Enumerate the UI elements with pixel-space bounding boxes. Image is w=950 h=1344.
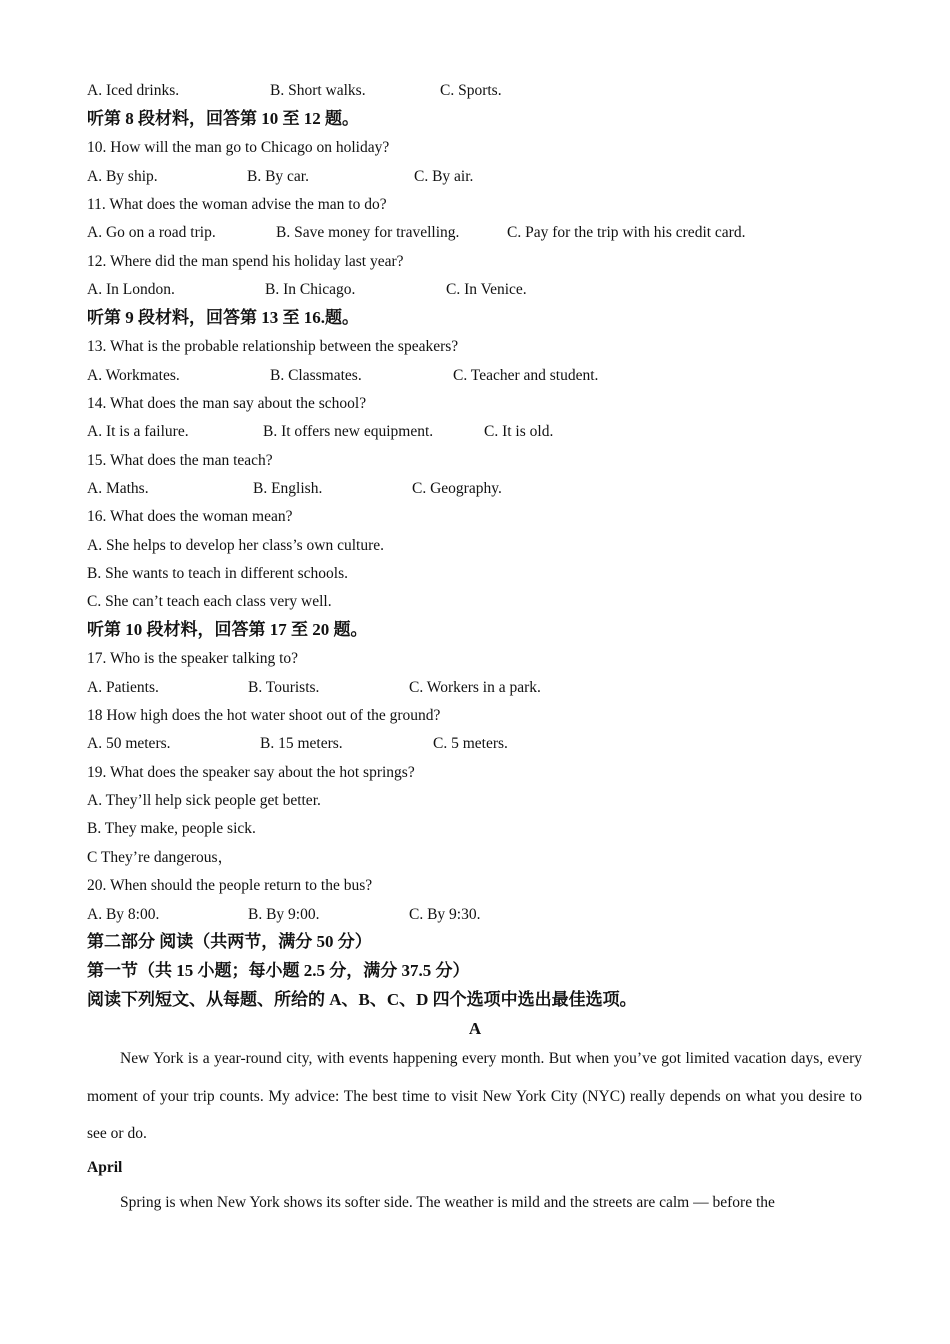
option-a: A. In London.: [87, 281, 175, 298]
option-c: C. Sports.: [440, 82, 502, 99]
option-a: A. It is a failure.: [87, 423, 189, 440]
option-b: B. English.: [253, 480, 323, 497]
option-c: C. In Venice.: [446, 281, 527, 298]
option-a: A. She helps to develop her class’s own culture.: [87, 537, 385, 554]
option-a: A. They’ll help sick people get better.: [87, 792, 321, 809]
part-2-heading: 第二部分 阅读（共两节，满分 50 分）: [87, 932, 372, 951]
option-a: A. Workmates.: [87, 367, 180, 384]
section-1-heading: 第一节（共 15 小题；每小题 2.5 分，满分 37.5 分）: [87, 961, 470, 980]
option-b: B. 15 meters.: [260, 735, 343, 752]
option-a: A. By 8:00.: [87, 906, 160, 923]
section-8-heading: 听第 8 段材料，回答第 10 至 12 题。: [87, 109, 359, 128]
question-15: 15. What does the man teach?: [87, 452, 273, 469]
option-b: B. By 9:00.: [248, 906, 320, 923]
passage-paragraph: Spring is when New York shows its softer side. The weather is mild and the streets are calm — before the: [120, 1194, 775, 1211]
option-b: B. By car.: [247, 168, 309, 185]
option-a: A. 50 meters.: [87, 735, 171, 752]
question-16: 16. What does the woman mean?: [87, 508, 293, 525]
section-9-heading: 听第 9 段材料，回答第 13 至 16.题。: [87, 308, 359, 327]
option-a: A. Go on a road trip.: [87, 224, 216, 241]
option-c: C. 5 meters.: [433, 735, 508, 752]
option-a: A. Patients.: [87, 679, 159, 696]
option-b: B. Tourists.: [248, 679, 320, 696]
option-c: C. By air.: [414, 168, 474, 185]
option-b: B. They make, people sick.: [87, 820, 256, 837]
option-b: B. In Chicago.: [265, 281, 356, 298]
option-c: C. Geography.: [412, 480, 502, 497]
option-c: C. Teacher and student.: [453, 367, 599, 384]
question-12: 12. Where did the man spend his holiday last year?: [87, 253, 404, 270]
subheading-april: April: [87, 1159, 123, 1176]
question-19: 19. What does the speaker say about the hot springs?: [87, 764, 415, 781]
option-c: C They’re dangerous，: [87, 849, 234, 866]
question-11: 11. What does the woman advise the man to do?: [87, 196, 387, 213]
question-10: 10. How will the man go to Chicago on holiday?: [87, 139, 390, 156]
option-c: C. Workers in a park.: [409, 679, 541, 696]
option-c: C. By 9:30.: [409, 906, 481, 923]
question-20: 20. When should the people return to the bus?: [87, 877, 373, 894]
passage-paragraph: New York is a year-round city, with events happening every month. But when you’ve got limited vacation days, every moment of your trip counts. My advice: The best time to visit New York City (NYC) really depends on what you desire to see or do.: [87, 1050, 862, 1142]
question-13: 13. What is the probable relationship between the speakers?: [87, 338, 459, 355]
passage-label: A: [468, 1019, 482, 1038]
option-a: A. Maths.: [87, 480, 149, 497]
option-b: B. It offers new equipment.: [263, 423, 434, 440]
question-18: 18 How high does the hot water shoot out of the ground?: [87, 707, 441, 724]
option-b: B. Short walks.: [270, 82, 366, 99]
section-10-heading: 听第 10 段材料，回答第 17 至 20 题。: [87, 620, 368, 639]
reading-instruction: 阅读下列短文、从每题、所给的 A、B、C、D 四个选项中选出最佳选项。: [87, 990, 637, 1009]
option-a: A. Iced drinks.: [87, 82, 180, 99]
option-a: A. By ship.: [87, 168, 158, 185]
option-b: B. She wants to teach in different schools.: [87, 565, 349, 582]
option-c: C. It is old.: [484, 423, 554, 440]
question-14: 14. What does the man say about the school?: [87, 395, 367, 412]
option-b: B. Classmates.: [270, 367, 362, 384]
option-b: B. Save money for travelling.: [276, 224, 460, 241]
option-c: C. Pay for the trip with his credit card.: [507, 224, 746, 241]
option-c: C. She can’t teach each class very well.: [87, 593, 332, 610]
question-17: 17. Who is the speaker talking to?: [87, 650, 299, 667]
